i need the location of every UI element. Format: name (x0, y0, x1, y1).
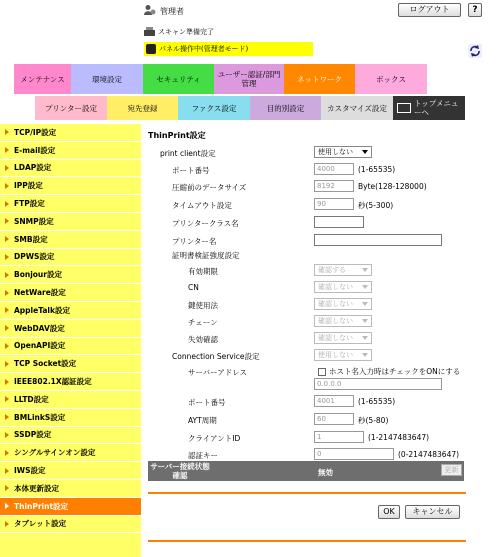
sidebar-item[interactable] (0, 160, 141, 178)
sidebar-item-label: ThinPrint設定 (14, 501, 69, 511)
arrow-right-icon (5, 290, 9, 296)
arrow-right-icon (5, 201, 9, 207)
tab-security[interactable] (143, 64, 214, 94)
client-id-field[interactable]: 1 (314, 431, 364, 443)
printer-class-label: プリンタークラス名 (172, 219, 239, 228)
packet-size-label: 圧縮前のデータサイズ (172, 183, 247, 192)
cert-revocation-label: 失効確認 (188, 335, 218, 344)
chevron-down-icon (362, 285, 368, 289)
server-address-field[interactable]: 0.0.0.0 (314, 378, 442, 390)
tab-environment[interactable] (71, 64, 143, 94)
auth-key-range: (0-2147483647) (398, 450, 460, 459)
arrow-right-icon (5, 254, 9, 260)
tab-label: 環境設定 (92, 74, 122, 84)
server-status-value: 無効 (318, 468, 333, 477)
packet-size-field[interactable]: 8192 (314, 180, 354, 192)
sidebar-item-label: NetWare設定 (14, 288, 66, 298)
sidebar-item-label: AppleTalk設定 (14, 305, 70, 315)
tab-customize-settings[interactable] (321, 96, 393, 120)
sidebar-item[interactable] (0, 195, 141, 213)
menu-icon (397, 103, 411, 113)
refresh-icon[interactable] (468, 44, 482, 58)
sidebar-item[interactable] (0, 391, 141, 409)
sidebar-item[interactable] (0, 462, 141, 480)
sidebar-item[interactable] (0, 409, 141, 427)
sidebar-item-label: シングルサインオン設定 (14, 448, 96, 458)
arrow-right-icon (5, 379, 9, 385)
sidebar-item[interactable] (0, 480, 141, 498)
cert-expiry-select[interactable] (314, 264, 372, 276)
conn-port-label: ポート番号 (188, 398, 226, 407)
select-value: 使用しない (318, 148, 353, 156)
sidebar-item-label: タブレット設定 (14, 519, 67, 529)
sidebar-item-label: LLTD設定 (14, 394, 49, 404)
sidebar-item-label: Bonjour設定 (14, 270, 62, 280)
arrow-right-icon (5, 468, 9, 474)
sidebar-item[interactable] (0, 373, 141, 391)
select-value: 確認しない (318, 317, 353, 325)
main-content (148, 124, 500, 557)
client-id-label: クライアントID (188, 434, 241, 443)
sidebar-item[interactable] (0, 177, 141, 195)
cert-chain-label: チェーン (188, 318, 218, 327)
hostname-checkbox[interactable] (318, 368, 326, 376)
timeout-unit: 秒(5-300) (358, 201, 394, 210)
arrow-right-icon (5, 272, 9, 278)
ayt-label: AYT周期 (188, 416, 217, 425)
tab-address-book[interactable] (107, 96, 178, 120)
timeout-field[interactable]: 90 (314, 198, 354, 210)
sidebar-item[interactable] (0, 142, 141, 160)
cert-revocation-select[interactable] (314, 332, 372, 344)
auth-key-label: 認証キー (188, 451, 218, 460)
conn-service-label: Connection Service設定 (172, 352, 260, 361)
sidebar-item-label: FTP設定 (14, 199, 45, 209)
divider (148, 540, 466, 542)
chevron-down-icon (362, 336, 368, 340)
sidebar-item-label: SNMP設定 (14, 216, 54, 226)
cancel-button[interactable]: キャンセル (405, 505, 460, 519)
page-title: ThinPrint設定 (148, 131, 206, 140)
tab-label: セキュリティ (156, 74, 201, 84)
tab-maintenance[interactable] (14, 64, 71, 94)
admin-user-icon (144, 4, 156, 16)
sidebar-item[interactable] (0, 516, 141, 534)
sidebar-item-label: IWS設定 (14, 466, 46, 476)
sidebar-item-label: IPP設定 (14, 181, 43, 191)
tab-label: ファクス設定 (191, 103, 237, 113)
hostname-check[interactable] (318, 366, 460, 377)
sidebar-item-label: WebDAV設定 (14, 323, 65, 333)
hostname-check-label: ホスト名入力時はチェックをONにする (329, 367, 461, 376)
server-address-label: サーバーアドレス (188, 368, 248, 377)
sidebar-item-label: 本体更新設定 (14, 483, 59, 493)
main-tabs (14, 64, 427, 94)
tab-printer-settings[interactable] (35, 96, 107, 120)
server-refresh-button[interactable]: 更新 (441, 464, 462, 476)
logout-button[interactable]: ログアウト (398, 3, 461, 17)
help-button[interactable]: ? (468, 3, 482, 17)
sidebar-item[interactable] (0, 124, 141, 142)
print-client-label: print client設定 (160, 149, 216, 158)
client-id-range: (1-2147483647) (368, 433, 430, 442)
arrow-right-icon (5, 485, 9, 491)
sidebar-item[interactable] (0, 338, 141, 356)
chevron-down-icon (362, 150, 368, 154)
cert-key-usage-select[interactable] (314, 298, 372, 310)
cert-verify-label: 証明書検証強度設定 (172, 251, 240, 260)
sidebar-item[interactable] (0, 320, 141, 338)
packet-size-unit: Byte(128-128000) (358, 182, 427, 191)
chevron-down-icon (362, 319, 368, 323)
sidebar-item[interactable] (0, 427, 141, 445)
auth-key-field[interactable]: 0 (314, 448, 394, 460)
tab-label: カスタマイズ設定 (327, 103, 387, 113)
select-value: 確認しない (318, 283, 353, 291)
scan-status (144, 26, 474, 38)
sidebar-item[interactable] (0, 266, 141, 284)
tab-label: 宛先登録 (127, 103, 158, 113)
chevron-down-icon (362, 268, 368, 272)
arrow-right-icon (5, 307, 9, 313)
chevron-down-icon (362, 302, 368, 306)
arrow-right-icon (5, 432, 9, 438)
server-status-bar (148, 461, 464, 481)
sidebar (0, 124, 141, 557)
lock-icon (146, 44, 156, 54)
tab-network[interactable] (284, 64, 355, 94)
tab-purpose-settings[interactable] (250, 96, 321, 120)
select-value: 確認しない (318, 334, 353, 342)
printer-class-field[interactable] (314, 216, 364, 228)
conn-port-range: (1-65535) (358, 397, 396, 406)
arrow-right-icon (5, 129, 9, 135)
ayt-field[interactable]: 60 (314, 413, 354, 425)
arrow-right-icon (5, 396, 9, 402)
arrow-right-icon (5, 218, 9, 224)
sidebar-item[interactable] (0, 444, 141, 462)
port-label: ポート番号 (172, 166, 210, 175)
chevron-down-icon (362, 353, 368, 357)
panel-status-text: パネル操作中(管理者モード) (159, 45, 249, 53)
arrow-right-icon (5, 343, 9, 349)
header (0, 0, 500, 120)
scanner-icon (144, 27, 155, 37)
arrow-right-icon (5, 183, 9, 189)
arrow-right-icon (5, 325, 9, 331)
tab-label: メンテナンス (20, 74, 65, 84)
cert-cn-select[interactable] (314, 281, 372, 293)
tab-label: ネットワーク (297, 74, 342, 84)
arrow-right-icon (5, 414, 9, 420)
tab-box[interactable] (355, 64, 427, 94)
sidebar-item-label: DPWS設定 (14, 252, 55, 262)
sidebar-item-label: SMB設定 (14, 234, 48, 244)
sidebar-item[interactable] (0, 231, 141, 249)
top-menu-button[interactable] (393, 96, 465, 120)
arrow-right-icon (5, 450, 9, 456)
scan-status-text: スキャン準備完了 (158, 28, 214, 36)
ok-button[interactable]: OK (378, 505, 400, 519)
server-status-label: サーバー接続状態確認 (150, 462, 210, 480)
sidebar-item-label: LDAP設定 (14, 163, 52, 173)
cert-key-usage-label: 鍵使用法 (188, 301, 218, 310)
conn-port-field[interactable]: 4001 (314, 395, 354, 407)
top-menu-label: トップメニューへ (414, 99, 459, 117)
arrow-right-icon (5, 521, 9, 527)
printer-name-field[interactable] (314, 234, 442, 246)
cert-cn-label: CN (188, 283, 199, 292)
sidebar-item[interactable] (0, 249, 141, 267)
select-value: 確認する (318, 266, 346, 274)
sidebar-item-label: TCP Socket設定 (14, 359, 77, 369)
panel-status (144, 42, 313, 56)
sidebar-item-label: TCP/IP設定 (14, 127, 57, 137)
sidebar-item[interactable] (0, 213, 141, 231)
sidebar-item-label: BMLinkS設定 (14, 412, 66, 422)
sidebar-item[interactable] (0, 284, 141, 302)
arrow-right-icon (5, 503, 9, 509)
tab-label: 目的別設定 (266, 103, 305, 113)
cert-expiry-label: 有効期限 (188, 267, 218, 276)
sidebar-item[interactable] (0, 355, 141, 373)
tab-label: ユーザー認証/部門管理 (217, 70, 281, 88)
conn-service-select[interactable] (314, 349, 372, 361)
divider (148, 492, 466, 494)
print-client-select[interactable] (314, 146, 372, 158)
port-range: (1-65535) (358, 165, 396, 174)
arrow-right-icon (5, 147, 9, 153)
sidebar-item-label: OpenAPI設定 (14, 341, 66, 351)
sidebar-item-label: E-mail設定 (14, 145, 56, 155)
sidebar-item[interactable] (0, 302, 141, 320)
tab-label: プリンター設定 (45, 103, 97, 113)
printer-name-label: プリンター名 (172, 237, 217, 246)
tab-fax-settings[interactable] (178, 96, 250, 120)
arrow-right-icon (5, 165, 9, 171)
sidebar-item-label: SSDP設定 (14, 430, 52, 440)
cert-chain-select[interactable] (314, 315, 372, 327)
sidebar-item[interactable] (0, 498, 141, 516)
admin-label: 管理者 (160, 7, 184, 16)
arrow-right-icon (5, 236, 9, 242)
select-value: 確認しない (318, 300, 353, 308)
select-value: 使用しない (318, 351, 353, 359)
sub-tabs (35, 96, 465, 120)
timeout-label: タイムアウト設定 (172, 201, 232, 210)
tab-user-auth[interactable] (214, 64, 284, 94)
arrow-right-icon (5, 361, 9, 367)
port-field[interactable]: 4000 (314, 163, 354, 175)
tab-label: ボックス (376, 74, 406, 84)
ayt-unit: 秒(5-80) (358, 416, 389, 425)
sidebar-item-label: IEEE802.1X認証設定 (14, 377, 92, 387)
